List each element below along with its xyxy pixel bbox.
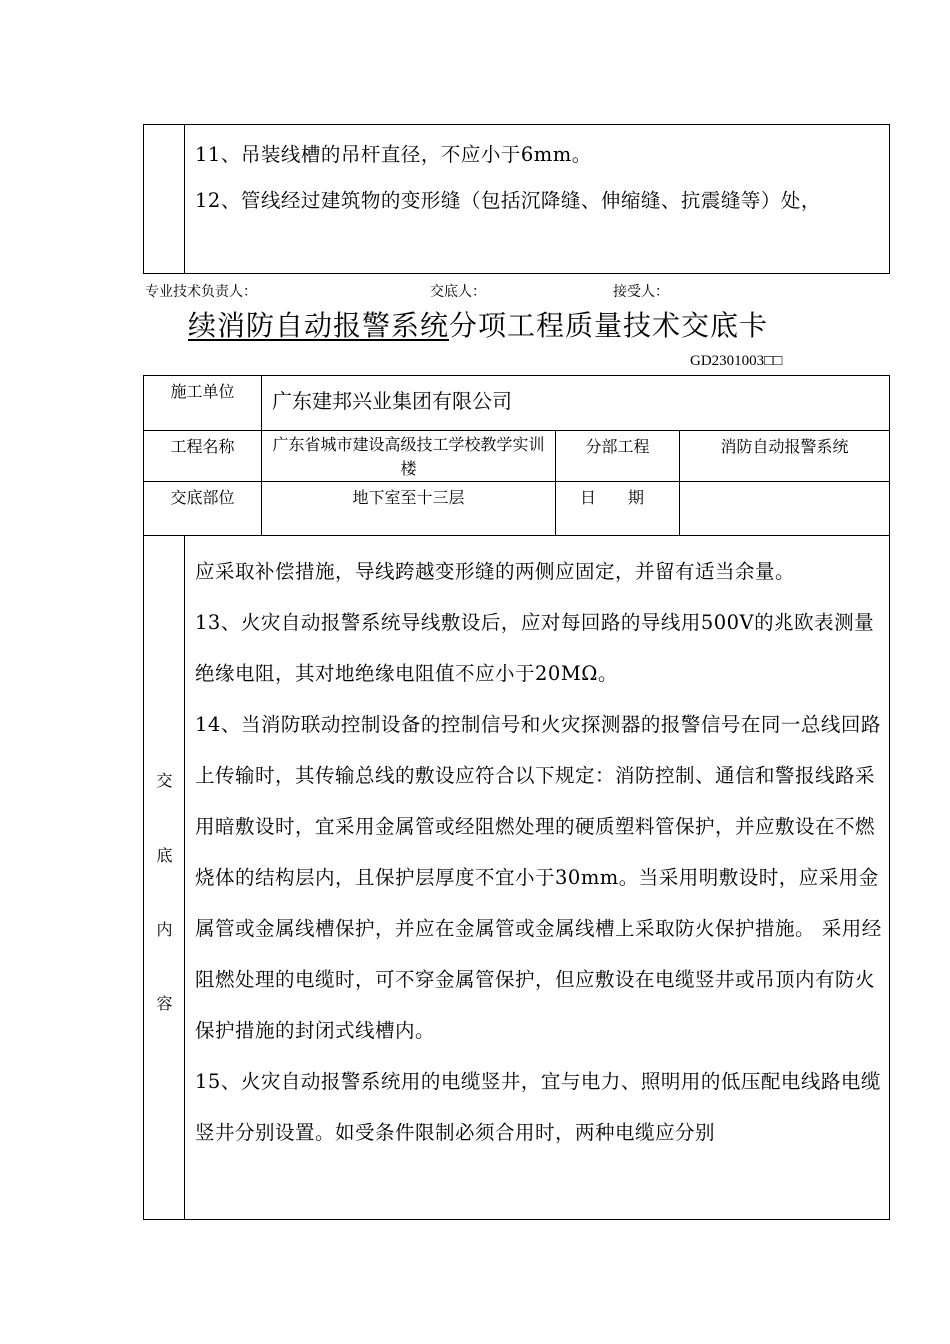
tech-lead-signature-label: 专业技术负责人： <box>145 284 257 300</box>
title-underlined-part: 续消防自动报警系统 <box>188 309 450 342</box>
sub-project-value-cell <box>680 431 889 481</box>
construction-unit-label-cell <box>144 376 262 430</box>
construction-unit-row <box>144 376 889 431</box>
continuation-content <box>195 125 883 224</box>
date-label-cell <box>556 482 680 535</box>
content-paragraph: 15、火灾自动报警系统用的电缆竖井，宜与电力、照明用的低压配电线路电缆竖井分别设置。如受条件限制必须合用时，两种电缆应分别 <box>195 1070 881 1144</box>
content-label-column <box>144 536 185 1219</box>
location-row <box>144 482 889 536</box>
content-label-char: 底 <box>156 846 173 865</box>
content-label-char: 内 <box>156 920 173 939</box>
date-value <box>680 482 889 486</box>
sub-project-value: 消防自动报警系统 <box>720 437 849 456</box>
date-value-cell <box>680 482 889 535</box>
construction-unit-value-cell <box>262 376 889 430</box>
content-paragraph: 应采取补偿措施，导线跨越变形缝的两侧应固定，并留有适当余量。 <box>195 560 796 583</box>
sub-project-label-cell <box>556 431 680 481</box>
paragraph-12: 12、管线经过建筑物的变形缝（包括沉降缝、伸缩缝、抗震缝等）处， <box>195 189 821 212</box>
page-title <box>188 306 768 346</box>
disclosure-content-section <box>144 536 889 1219</box>
location-label-cell <box>144 482 262 535</box>
paragraph-11: 11、吊装线槽的吊杆直径，不应小于6mm。 <box>195 143 592 166</box>
location-value-cell <box>262 482 556 535</box>
document-code: GD2301003□□ <box>690 353 783 369</box>
construction-unit-value: 广东建邦兴业集团有限公司 <box>272 389 512 413</box>
project-name-label-cell <box>144 431 262 481</box>
construction-unit-label: 施工单位 <box>170 382 235 401</box>
disclosure-content <box>195 546 883 1158</box>
content-paragraph: 13、火灾自动报警系统导线敷设后，应对每回路的导线用500V的兆欧表测量绝缘电阻，其对地绝缘电阻值不应小于20MΩ。 <box>195 611 875 685</box>
project-name-value-cell <box>262 431 556 481</box>
receiver-signature-label: 接受人： <box>613 284 669 300</box>
location-value: 地下室至十三层 <box>352 488 465 507</box>
sub-project-label: 分部工程 <box>585 437 650 456</box>
content-label-char: 容 <box>156 994 173 1013</box>
project-name-row <box>144 431 889 482</box>
title-rest: 分项工程质量技术交底卡 <box>449 309 769 342</box>
content-paragraph: 14、当消防联动控制设备的控制信号和火灾探测器的报警信号在同一总线回路上传输时，其传输总线的敷设应符合以下规定：消防控制、通信和警报线路采用暗敷设时，宜采用金属管或经阻燃处理的硬质塑料管保护，并应敷设在不燃烧体的结构层内，且保护层厚度不宜小于30mm。当采用明敷设时，应采用金属管或金属线槽保护，并应在金属管或金属线槽上采取防火保护措施。 采用经阻燃处理的电缆时，可不穿金属管保护，但应敷设在电缆竖井或吊顶内有防火保护措施的封闭式线槽内。 <box>195 713 882 1042</box>
continuation-table <box>143 124 890 274</box>
content-label-char: 交 <box>156 771 173 790</box>
project-name-value: 广东省城市建设高级技工学校教学实训楼 <box>272 435 545 478</box>
project-name-label: 工程名称 <box>170 437 235 456</box>
presenter-signature-label: 交底人： <box>430 284 486 300</box>
date-label: 日 期 <box>580 488 645 507</box>
label-column <box>144 125 185 273</box>
disclosure-table <box>143 375 890 1220</box>
location-label: 交底部位 <box>170 488 235 507</box>
